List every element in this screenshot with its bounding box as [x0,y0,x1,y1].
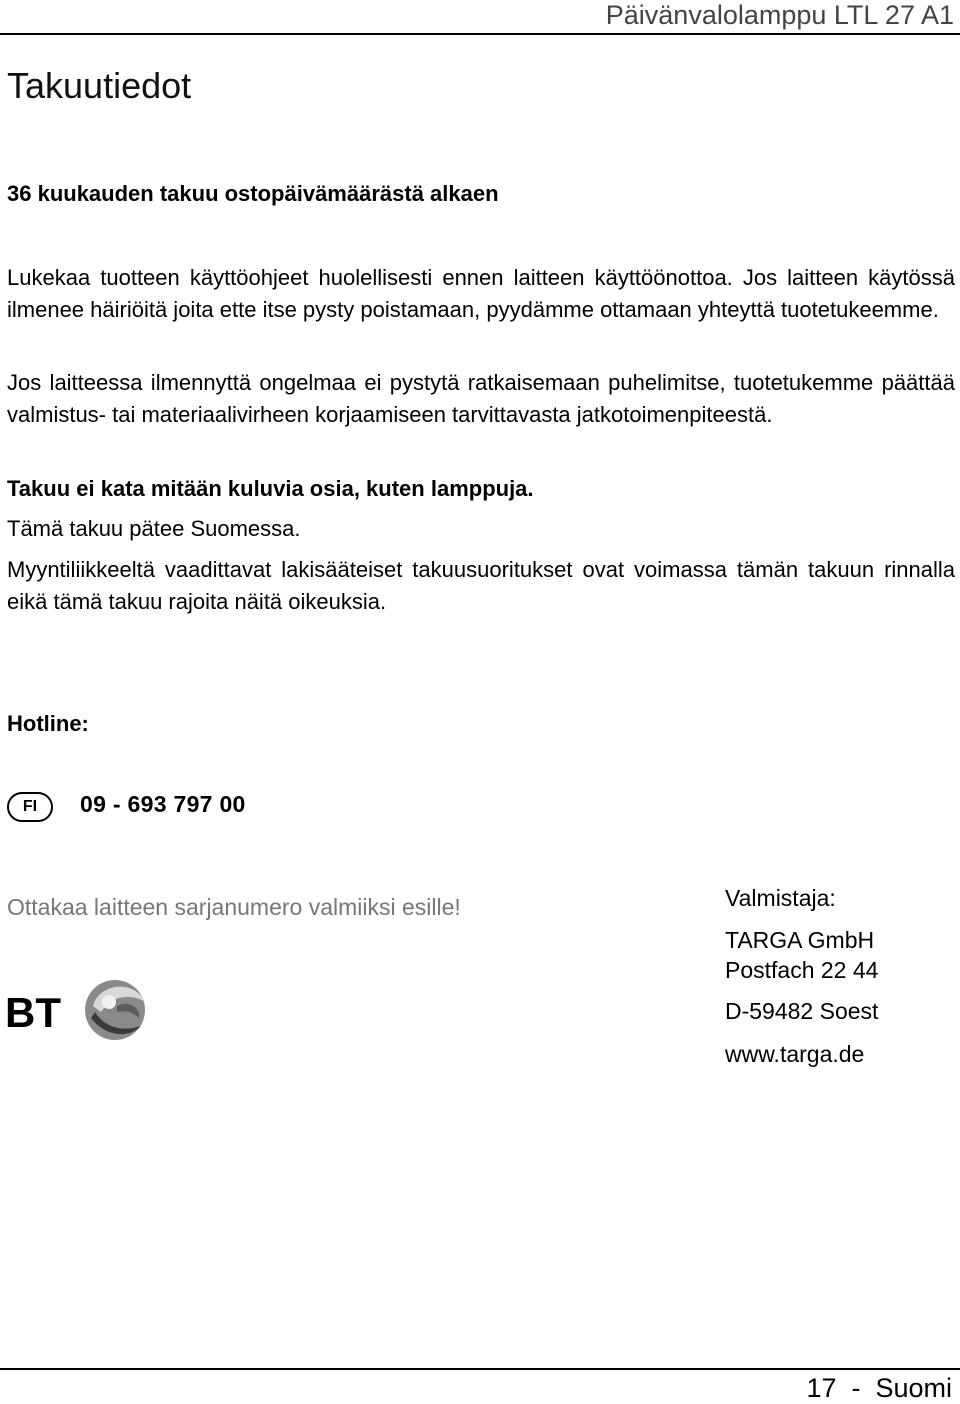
manufacturer-name: TARGA GmbH [725,927,875,953]
manufacturer-label: Valmistaja: [725,885,836,911]
warranty-subheading: 36 kuukauden takuu ostopäivämäärästä alkaen [7,181,499,206]
paragraph-territory: Tämä takuu pätee Suomessa. [7,516,301,541]
paragraph-support: Jos laitteessa ilmennyttä ongelmaa ei pystytä ratkaisemaan puhelimitse, tuotetukemme päättää valmistus- tai materiaalivirheen korjaamiseen tarvittavasta jatkotoimenpiteestä. [7,370,955,427]
page-footer: 17 - Suomi [806,1373,952,1403]
manufacturer-address-city: D-59482 Soest [725,998,879,1024]
paragraph-instructions: Lukekaa tuotteen käyttöohjeet huolellisesti ennen laitteen käyttöönottoa. Jos laitteen käytössä ilmenee häiriöitä joita ette itse pysty poistamaan, pyydämme ottamaan yhteyttä tuotetukeemme. [7,265,955,322]
document-header-title: Päivänvalolamppu LTL 27 A1 [605,0,954,30]
hotline-label: Hotline: [7,711,89,736]
hotline-phone: 09 - 693 797 00 [80,791,246,817]
paragraph-exclusions: Takuu ei kata mitään kuluvia osia, kuten lamppuja. [7,476,534,501]
manufacturer-website: www.targa.de [725,1041,865,1067]
manufacturer-address-po-box: Postfach 22 44 [725,957,879,983]
section-title: Takuutiedot [7,65,192,106]
header-rule [0,33,960,35]
serial-number-note: Ottakaa laitteen sarjanumero valmiiksi esille! [7,894,461,920]
bt-logo [5,972,150,1046]
bt-logo-text: BT [5,989,61,1036]
country-code-badge: FI [7,792,53,822]
footer-rule [0,1368,960,1370]
paragraph-statutory: Myyntiliikkeeltä vaadittavat lakisääteiset takuusuoritukset ovat voimassa tämän takuun rinnalla eikä tämä takuu rajoita näitä oikeuksia. [7,557,955,614]
